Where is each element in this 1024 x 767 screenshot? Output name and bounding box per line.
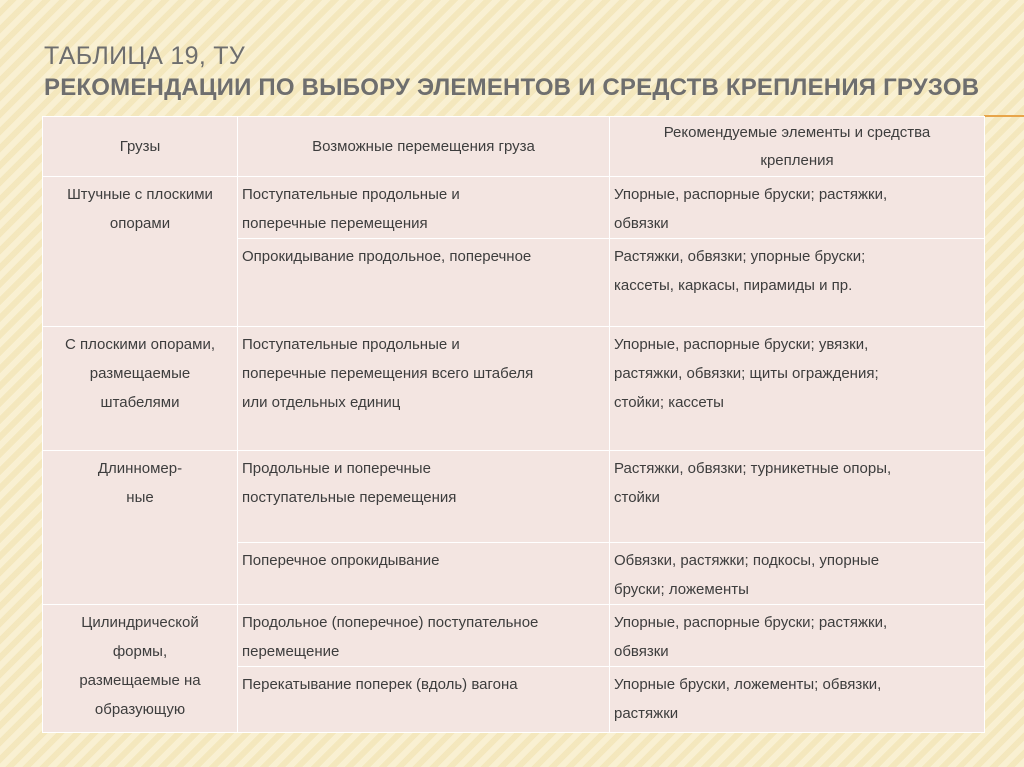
movement-line: Поступательные продольные и bbox=[242, 336, 460, 353]
header-means-line: Рекомендуемые элементы и средства bbox=[663, 123, 931, 141]
movement-cell bbox=[238, 543, 610, 605]
means-line: обвязки bbox=[614, 643, 669, 660]
movement-line: Поступательные продольные и bbox=[242, 186, 460, 203]
means-line: кассеты, каркасы, пирамиды и пр. bbox=[614, 277, 853, 294]
header-means bbox=[610, 117, 985, 177]
means-cell bbox=[610, 327, 985, 451]
movement-cell bbox=[238, 451, 610, 543]
title-line-2: РЕКОМЕНДАЦИИ ПО ВЫБОРУ ЭЛЕМЕНТОВ И СРЕДСТВ КРЕПЛЕНИЯ ГРУЗОВ bbox=[44, 74, 980, 101]
cargo-line: С плоскими опорами, bbox=[64, 336, 216, 353]
header-means-line: крепления bbox=[760, 151, 834, 169]
means-line: бруски; ложементы bbox=[614, 581, 749, 598]
movement-line: поперечные перемещения всего штабеля bbox=[242, 365, 534, 382]
recommendations-table bbox=[42, 116, 985, 733]
means-line: Упорные бруски, ложементы; обвязки, bbox=[614, 676, 882, 693]
movement-cell bbox=[238, 667, 610, 733]
table-header-row bbox=[43, 117, 985, 177]
movement-line: Поперечное опрокидывание bbox=[242, 552, 440, 569]
means-line: Растяжки, обвязки; турникетные опоры, bbox=[614, 460, 892, 477]
movement-line: Продольные и поперечные bbox=[242, 460, 431, 477]
movement-cell bbox=[238, 327, 610, 451]
movement-cell bbox=[238, 239, 610, 327]
header-movement: Возможные перемещения груза bbox=[238, 117, 610, 177]
movement-cell bbox=[238, 605, 610, 667]
table-row bbox=[43, 327, 985, 451]
accent-divider bbox=[984, 115, 1024, 117]
cargo-line: размещаемые bbox=[89, 365, 191, 382]
movement-cell bbox=[238, 177, 610, 239]
means-line: растяжки bbox=[614, 705, 679, 722]
cargo-line: Длинномер- bbox=[97, 460, 183, 477]
cargo-cell bbox=[43, 605, 238, 733]
table-row bbox=[43, 605, 985, 667]
means-cell bbox=[610, 667, 985, 733]
cargo-line: размещаемые на bbox=[79, 672, 201, 689]
means-line: Обвязки, растяжки; подкосы, упорные bbox=[614, 552, 880, 569]
means-cell bbox=[610, 239, 985, 327]
cargo-line: штабелями bbox=[100, 394, 180, 411]
cargo-line: формы, bbox=[112, 643, 168, 660]
title-line-1: ТАБЛИЦА 19, ТУ bbox=[44, 42, 246, 70]
means-cell bbox=[610, 605, 985, 667]
means-line: Упорные, распорные бруски; увязки, bbox=[614, 336, 869, 353]
header-cargo: Грузы bbox=[43, 117, 238, 177]
cargo-cell bbox=[43, 327, 238, 451]
movement-line: перемещение bbox=[242, 643, 340, 660]
cargo-line: Штучные с плоскими bbox=[67, 186, 213, 203]
slide-title bbox=[44, 40, 1014, 104]
means-line: Растяжки, обвязки; упорные бруски; bbox=[614, 248, 866, 265]
means-cell bbox=[610, 451, 985, 543]
cargo-cell bbox=[43, 177, 238, 327]
movement-line: Продольное (поперечное) поступательное bbox=[242, 614, 539, 631]
cargo-cell bbox=[43, 451, 238, 605]
means-cell bbox=[610, 177, 985, 239]
movement-line: Перекатывание поперек (вдоль) вагона bbox=[242, 676, 518, 693]
recommendations-table-container bbox=[42, 116, 984, 724]
movement-line: или отдельных единиц bbox=[242, 394, 401, 411]
means-line: Упорные, распорные бруски; растяжки, bbox=[614, 614, 888, 631]
cargo-line: Цилиндрической bbox=[81, 614, 199, 631]
means-line: стойки; кассеты bbox=[614, 394, 724, 411]
movement-line: Опрокидывание продольное, поперечное bbox=[242, 248, 532, 265]
movement-line: поперечные перемещения bbox=[242, 215, 428, 232]
means-line: обвязки bbox=[614, 215, 669, 232]
cargo-line: опорами bbox=[109, 215, 171, 232]
means-line: Упорные, распорные бруски; растяжки, bbox=[614, 186, 888, 203]
table-row bbox=[43, 177, 985, 239]
cargo-line: образующую bbox=[94, 701, 186, 718]
means-line: стойки bbox=[614, 489, 660, 506]
means-line: растяжки, обвязки; щиты ограждения; bbox=[614, 365, 879, 382]
table-row bbox=[43, 451, 985, 543]
cargo-line: ные bbox=[126, 489, 154, 506]
means-cell bbox=[610, 543, 985, 605]
movement-line: поступательные перемещения bbox=[242, 489, 457, 506]
